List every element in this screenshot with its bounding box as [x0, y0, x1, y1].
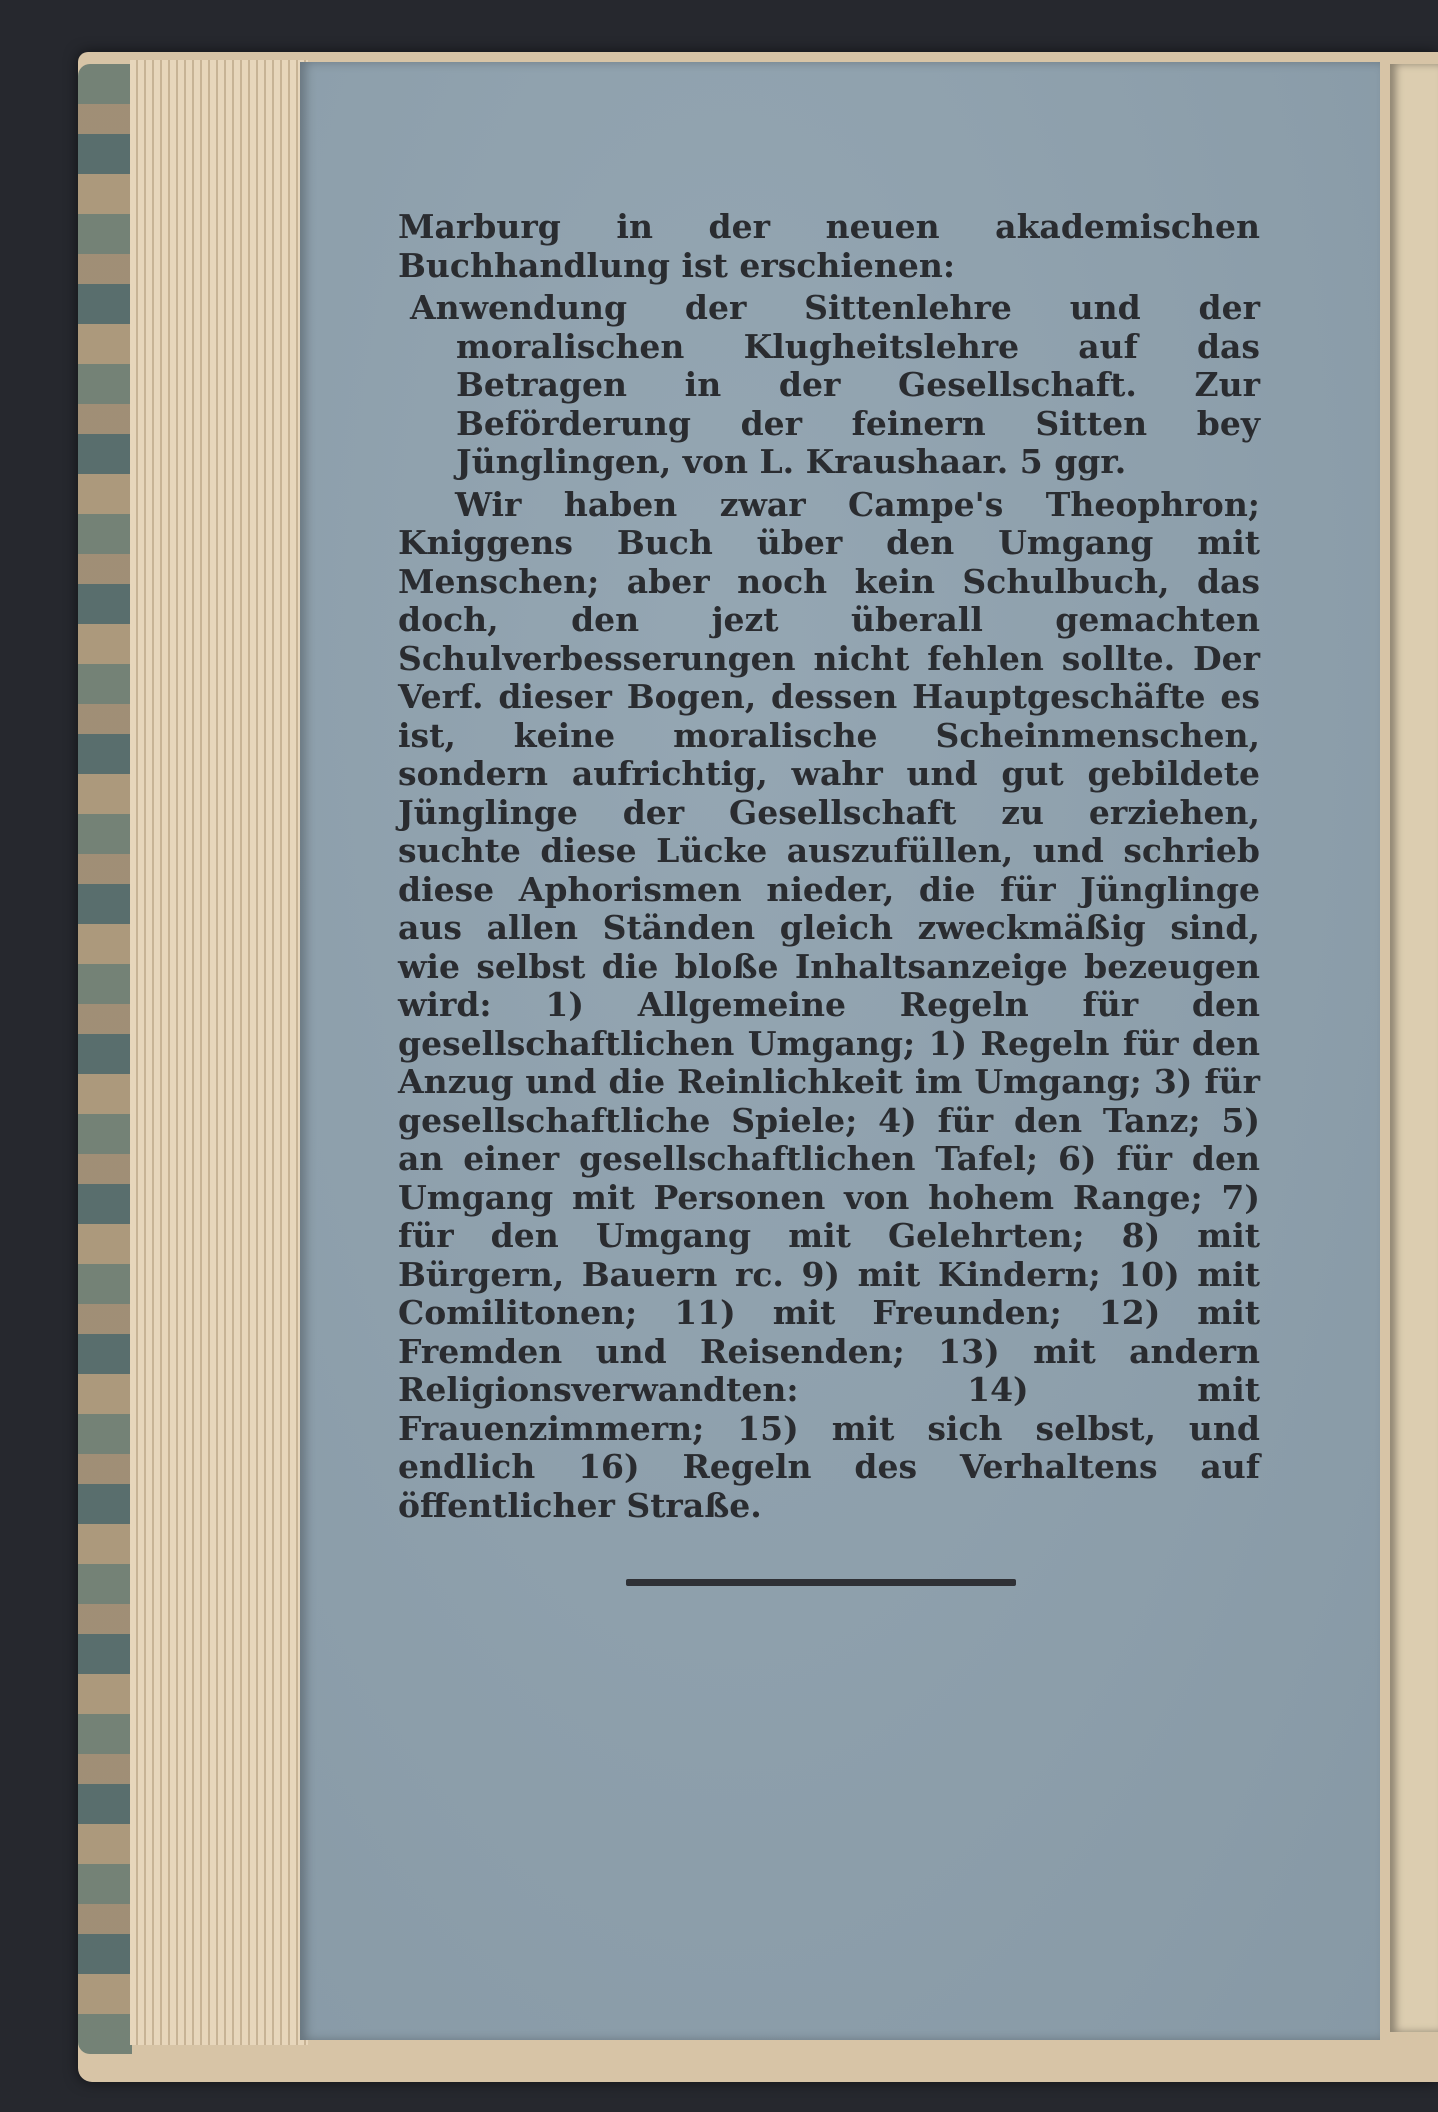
- horizontal-rule: [626, 1579, 1016, 1586]
- page-edges: [130, 60, 308, 2045]
- book-entry: Anwendung der Sittenlehre und der moralischen Klugheitslehre auf das Betragen in der Gesellschaft. Zur Beförderung der feinern Sitten bey Jünglingen, von L. Kraushaar. 5 ggr.: [410, 288, 1260, 481]
- facing-page-edge: [1390, 64, 1438, 2032]
- marbled-cover-edge: [78, 64, 132, 2054]
- publisher-heading: Marburg in der neuen akademischen Buchhandlung ist erschienen:: [398, 207, 1260, 285]
- advertisement-text: [398, 208, 1260, 1525]
- description-paragraph: Wir haben zwar Campe's Theophron; Kniggens Buch über den Umgang mit Menschen; aber noch kein Schulbuch, das doch, den jezt überall gemachten Schulverbesserungen nicht fehlen sollte. Der Verf. dieser Bogen, dessen Hauptgeschäfte es ist, keine moralische Scheinmenschen, sondern aufrichtig, wahr und gut gebildete Jünglinge der Gesellschaft zu erziehen, suchte diese Lücke auszufüllen, und schrieb diese Aphorismen nieder, die für Jünglinge aus allen Ständen gleich zweckmäßig sind, wie selbst die bloße Inhaltsanzeige bezeugen wird: 1) Allgemeine Regeln für den gesellschaftlichen Umgang; 1) Regeln für den Anzug und die Reinlichkeit im Umgang; 3) für gesellschaftliche Spiele; 4) für den Tanz; 5) an einer gesellschaftlichen Tafel; 6) für den Umgang mit Personen von hohem Range; 7) für den Umgang mit Gelehrten; 8) mit Bürgern, Bauern rc. 9) mit Kindern; 10) mit Comilitonen; 11) mit Freunden; 12) mit Fremden und Reisenden; 13) mit andern Religionsverwandten: 14) mit Frauenzimmern; 15) mit sich selbst, und endlich 16) Regeln des Verhaltens auf öffentlicher Straße.: [398, 484, 1260, 1525]
